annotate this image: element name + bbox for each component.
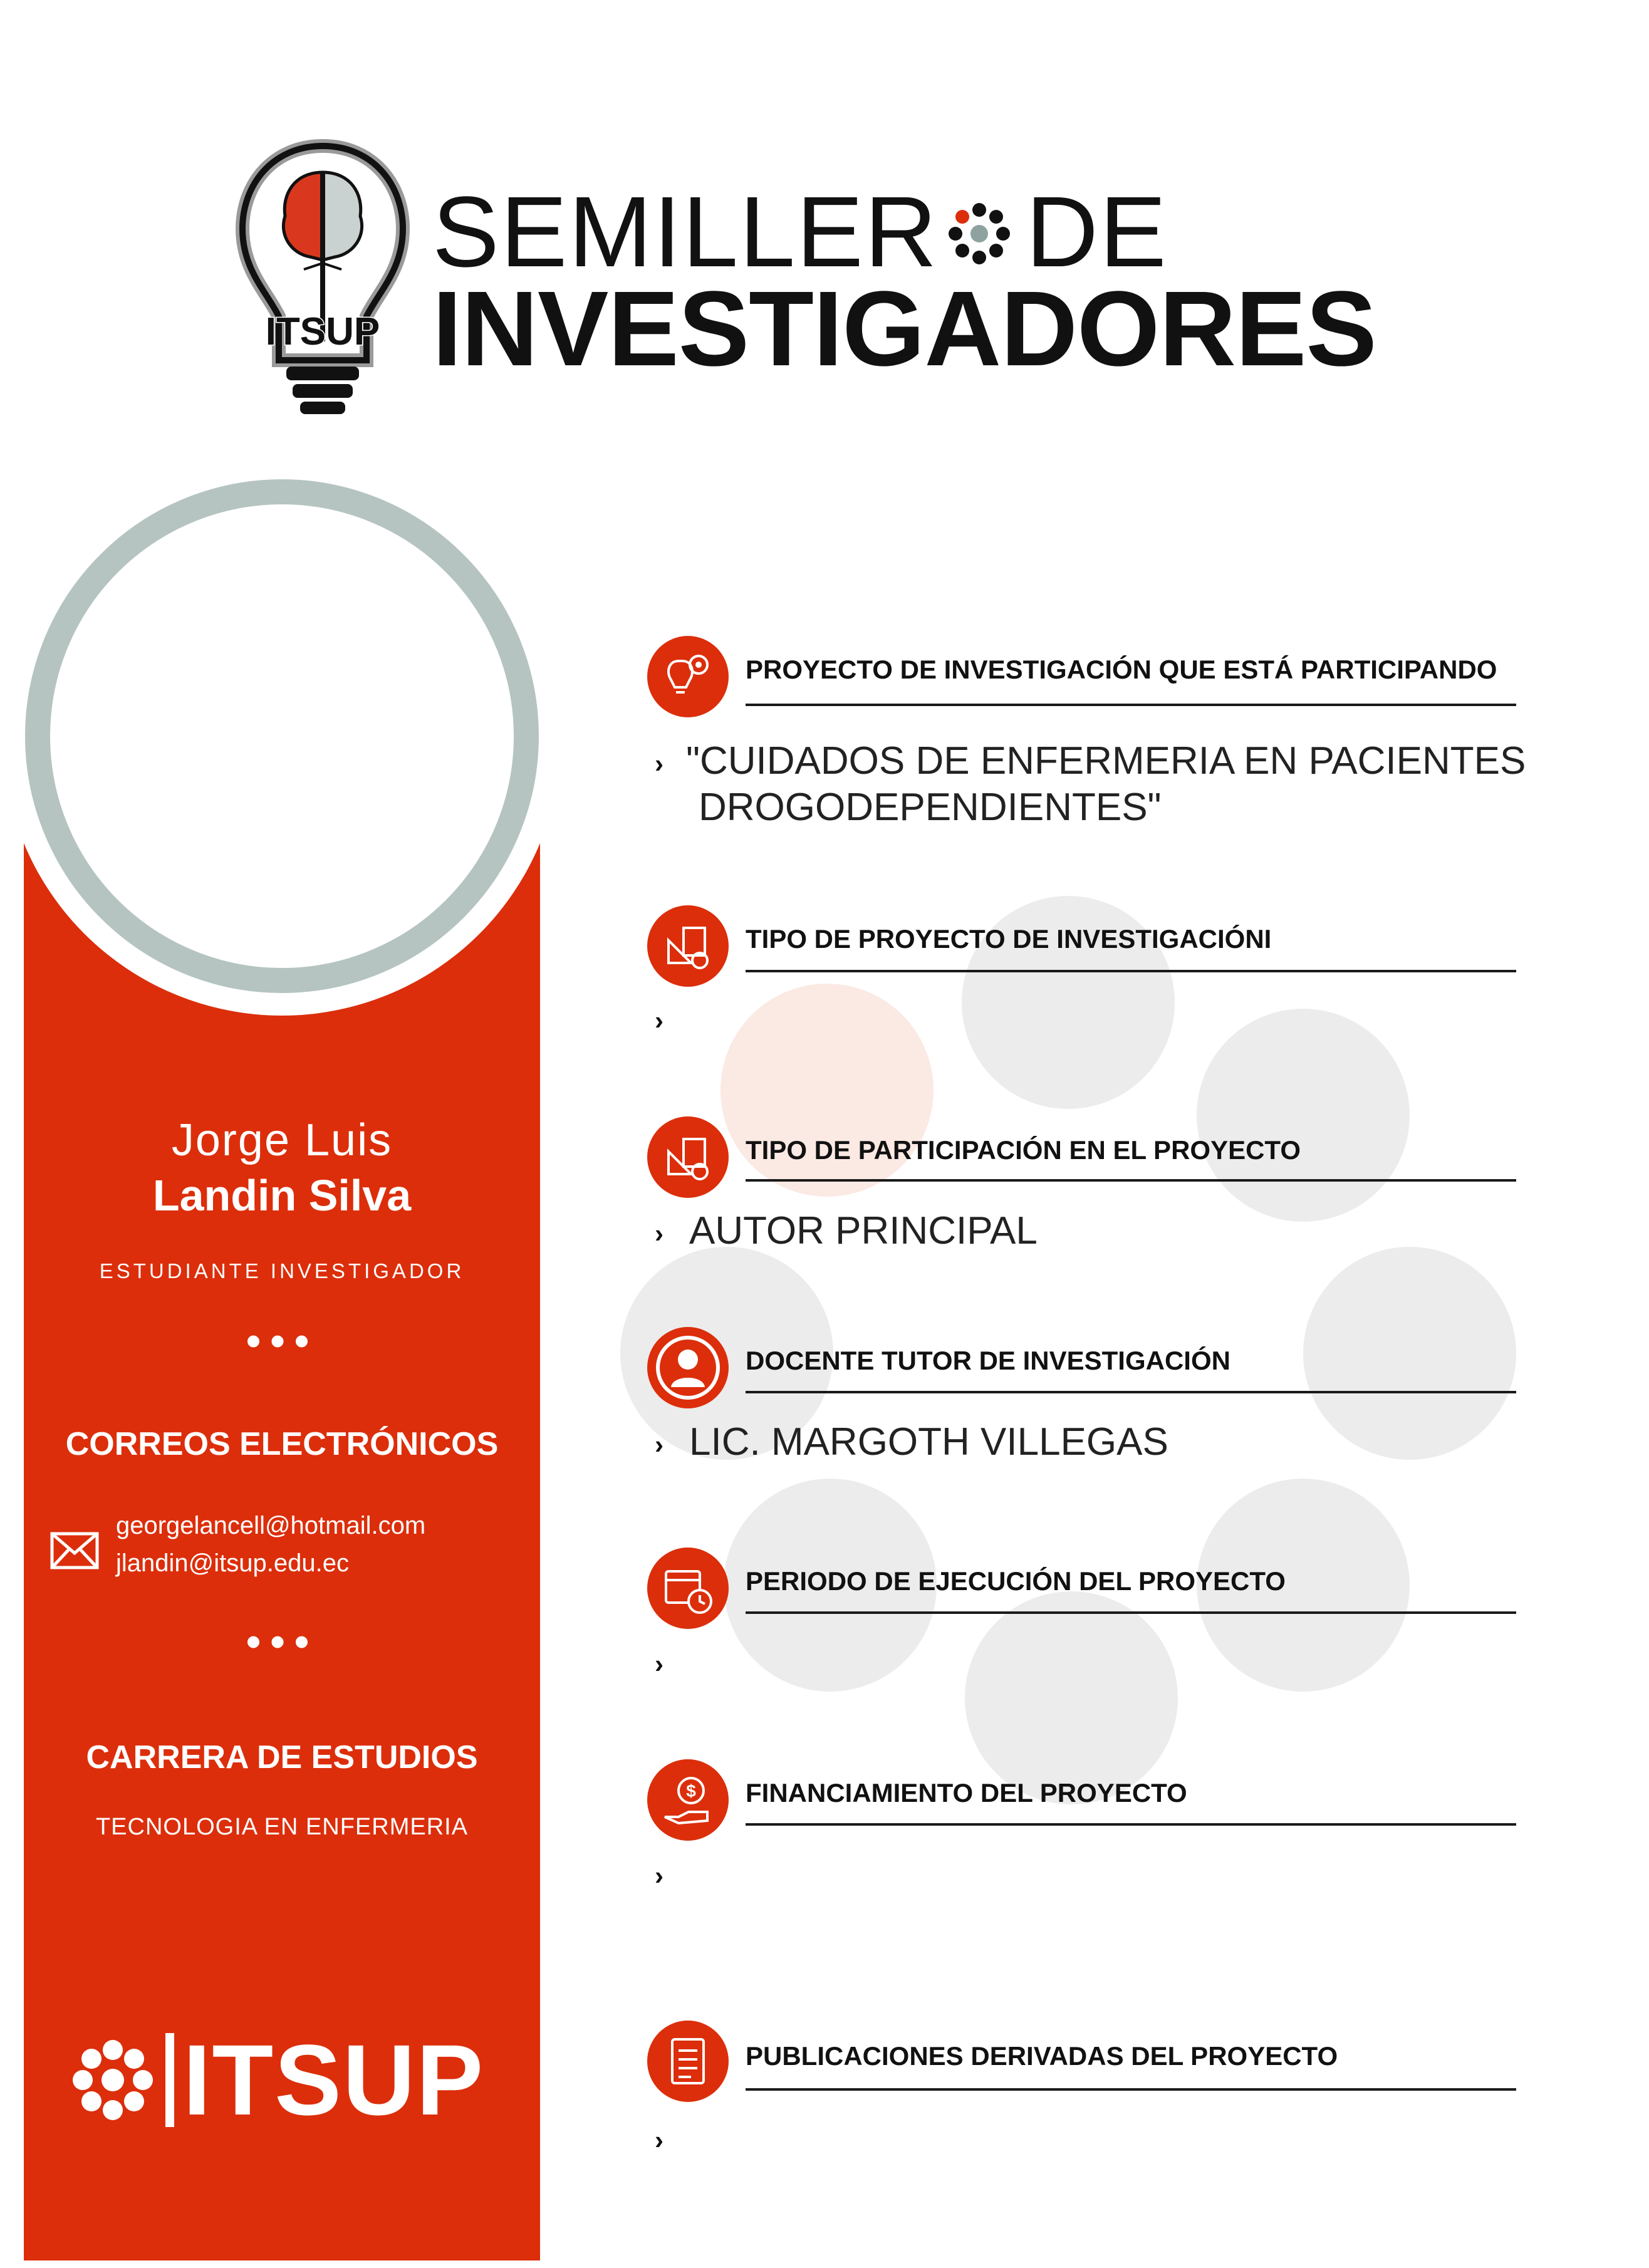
career-value: TECNOLOGIA EN ENFERMERIA	[95, 1814, 469, 1840]
section-title: PROYECTO DE INVESTIGACIÓN QUE ESTÁ PARTICIPANDO	[746, 655, 1497, 684]
watermark-circle	[965, 1591, 1178, 1804]
section-title: FINANCIAMIENTO DEL PROYECTO	[746, 1778, 1187, 1808]
money-hand-icon	[647, 1759, 729, 1841]
section-value: AUTOR PRINCIPAL	[689, 1209, 1038, 1252]
email-link[interactable]: georgelancell@hotmail.com	[116, 1512, 426, 1539]
footer-logo-text: ITSUP	[183, 2024, 485, 2136]
chevron-right-icon: ›	[655, 2125, 663, 2155]
seed-dots-icon	[942, 196, 1017, 271]
section-title: DOCENTE TUTOR DE INVESTIGACIÓN	[746, 1346, 1230, 1375]
profile-last-name: Landin Silva	[152, 1171, 412, 1220]
envelope-icon	[50, 1532, 99, 1569]
email-link[interactable]: jlandin@itsup.edu.ec	[116, 1549, 349, 1577]
section-divider	[746, 1823, 1516, 1826]
section-divider	[746, 1611, 1516, 1614]
section-divider	[746, 2088, 1516, 2091]
lightbulb-gear-icon	[647, 636, 729, 717]
section-title: PUBLICACIONES DERIVADAS DEL PROYECTO	[746, 2041, 1338, 2071]
title-word-de: DE	[1026, 175, 1168, 288]
emails-heading: CORREOS ELECTRÓNICOS	[65, 1426, 499, 1462]
chevron-right-icon: ›	[655, 1219, 663, 1248]
svg-text:$: $	[686, 1781, 696, 1801]
chevron-right-icon: ›	[655, 749, 663, 778]
page-title-line2: INVESTIGADORES	[432, 269, 1376, 388]
calendar-clock-icon	[647, 1548, 729, 1629]
title-word-semiller: SEMILLER	[432, 175, 939, 288]
profile-first-name: Jorge Luis	[171, 1115, 393, 1165]
section-divider	[746, 970, 1516, 972]
section-value: LIC. MARGOTH VILLEGAS	[689, 1420, 1168, 1464]
flower-emblem-icon	[69, 2036, 157, 2124]
watermark-circle	[1303, 1247, 1516, 1460]
section-divider	[746, 1179, 1516, 1182]
separator-dots: •••	[246, 1617, 318, 1666]
profile-photo-frame	[25, 479, 539, 993]
section-value: "CUIDADOS DE ENFERMERIA EN PACIENTES	[686, 739, 1526, 783]
svg-text:ITSUP: ITSUP	[265, 310, 380, 353]
logo-divider	[165, 2033, 174, 2127]
document-list-icon	[647, 2021, 729, 2102]
itsup-bulb-logo	[235, 135, 410, 448]
research-tools-icon	[647, 1116, 729, 1198]
itsup-footer-logo	[69, 2024, 484, 2136]
chevron-right-icon: ›	[655, 1861, 663, 1890]
section-divider	[746, 704, 1516, 706]
chevron-right-icon: ›	[655, 1649, 663, 1678]
career-heading: CARRERA DE ESTUDIOS	[86, 1739, 478, 1776]
chevron-right-icon: ›	[655, 1430, 663, 1459]
section-title: TIPO DE PROYECTO DE INVESTIGACIÓNI	[746, 924, 1272, 954]
page-title-line1	[432, 175, 1168, 288]
chevron-right-icon: ›	[655, 1006, 663, 1035]
separator-dots: •••	[246, 1316, 318, 1365]
section-value: DROGODEPENDIENTES"	[699, 786, 1162, 829]
user-profile-icon	[647, 1327, 729, 1408]
section-title: TIPO DE PARTICIPACIÓN EN EL PROYECTO	[746, 1135, 1301, 1165]
research-tools-icon	[647, 905, 729, 987]
section-divider	[746, 1391, 1516, 1393]
section-title: PERIODO DE EJECUCIÓN DEL PROYECTO	[746, 1566, 1286, 1596]
watermark-circle	[1197, 1009, 1410, 1222]
profile-role: ESTUDIANTE INVESTIGADOR	[99, 1259, 465, 1282]
